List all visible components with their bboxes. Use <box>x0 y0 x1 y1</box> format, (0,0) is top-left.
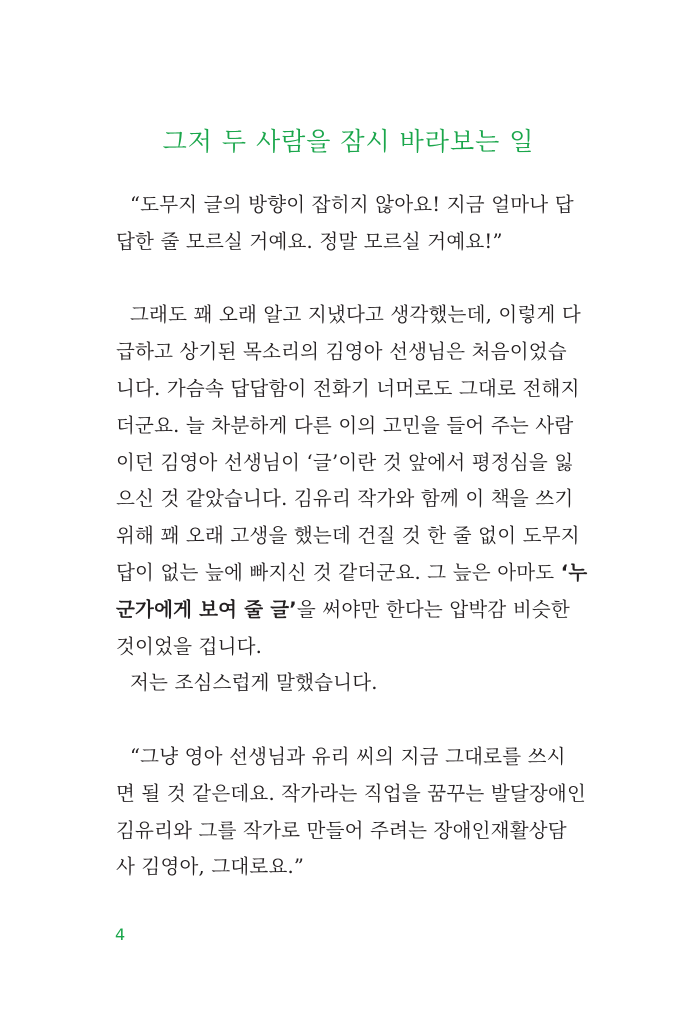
text-line: 위해 꽤 오래 고생을 했는데 건질 것 한 줄 없이 도무지 <box>116 524 580 548</box>
page-number: 4 <box>115 925 126 944</box>
text-normal: 답이 없는 늪에 빠지신 것 같더군요. 그 늪은 아마도 <box>116 560 561 584</box>
text-line: 이던 김영아 선생님이 ‘글’이란 것 앞에서 평정심을 잃 <box>116 450 574 474</box>
paragraph-gap <box>116 702 556 739</box>
emphasis-text: 군가에게 보여 줄 글’ <box>116 597 297 621</box>
text-line <box>116 555 588 592</box>
text-line: 사 김영아, 그대로요.” <box>116 855 305 879</box>
text-line: 김유리와 그를 작가로 만들어 주려는 장애인재활상담 <box>116 818 567 842</box>
text-line: 더군요. 늘 차분하게 다른 이의 고민을 들어 주는 사람 <box>116 413 574 437</box>
text-line: 면 될 것 같은데요. 작가라는 직업을 꿈꾸는 발달장애인 <box>116 781 587 805</box>
text-line <box>116 592 570 629</box>
text-normal: 을 써야만 한다는 압박감 비슷한 <box>296 597 570 621</box>
chapter-title: 그저 두 사람을 잠시 바라보는 일 <box>162 127 535 156</box>
text-line: 저는 조심스럽게 말했습니다. <box>130 671 378 695</box>
text-line: “도무지 글의 방향이 잡히지 않아요! 지금 얼마나 답 <box>130 193 574 216</box>
text-line: 급하고 상기된 목소리의 김영아 선생님은 처음이었습 <box>116 340 567 364</box>
text-line: 니다. 가슴속 답답함이 전화기 너머로도 그대로 전해지 <box>116 376 580 400</box>
paragraph-gap <box>116 261 556 298</box>
text-line: 그래도 꽤 오래 알고 지냈다고 생각했는데, 이렇게 다 <box>130 303 581 327</box>
text-line: “그냥 영아 선생님과 유리 씨의 지금 그대로를 쓰시 <box>130 744 566 768</box>
text-line: 으신 것 같았습니다. 김유리 작가와 함께 이 책을 쓰기 <box>116 487 574 511</box>
text-line: 답한 줄 모르실 거예요. 정말 모르실 거예요!” <box>116 229 503 253</box>
emphasis-text: ‘누 <box>560 560 588 584</box>
body-text <box>116 187 588 886</box>
text-line: 것이었을 겁니다. <box>116 634 263 658</box>
